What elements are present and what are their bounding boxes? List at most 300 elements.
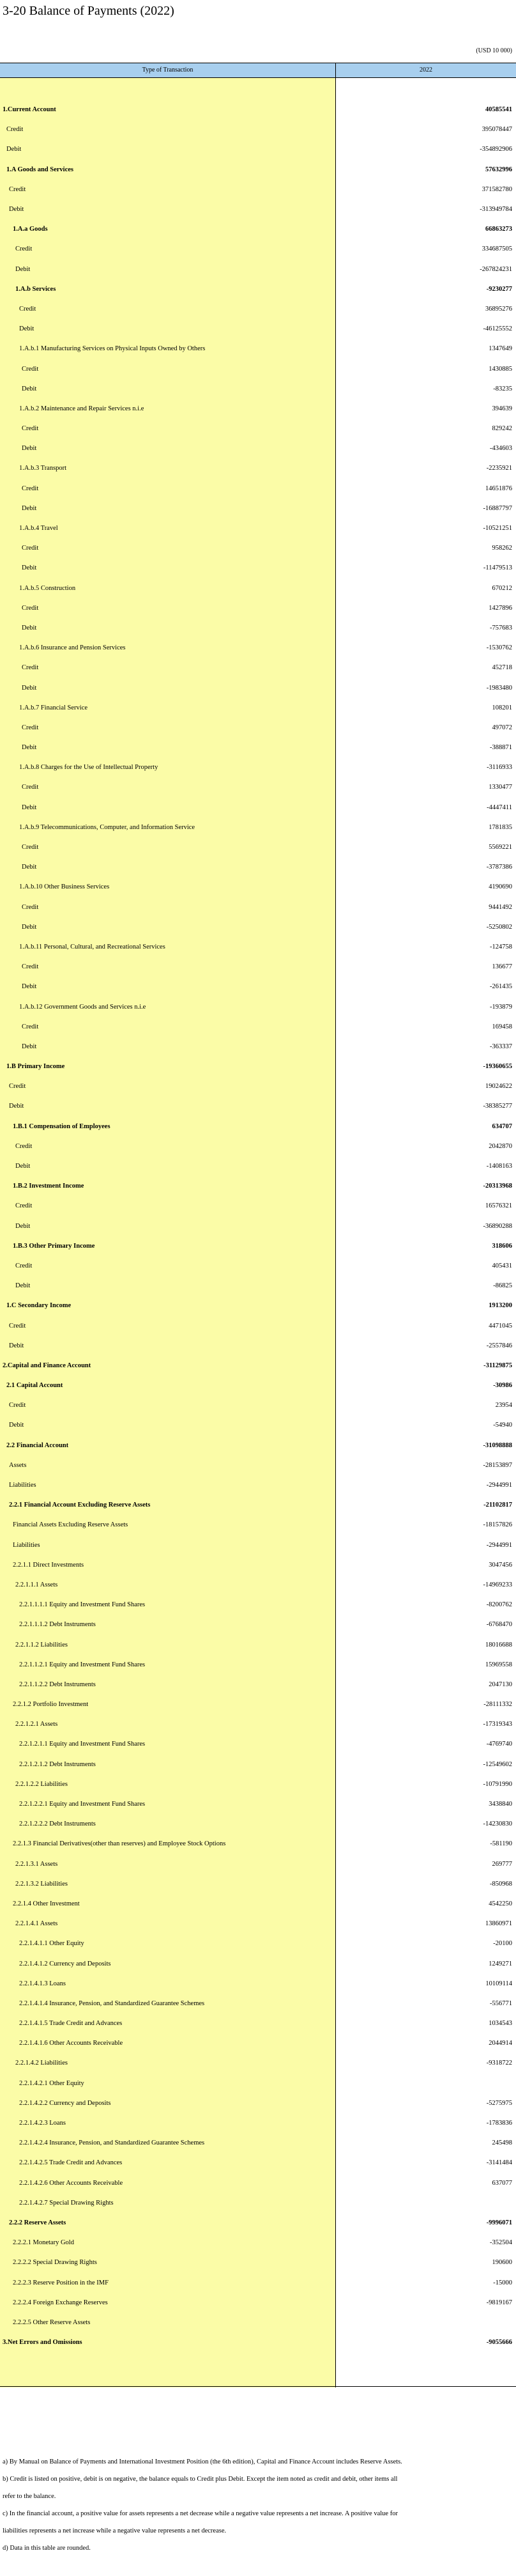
row-value: 136677 <box>492 963 512 971</box>
row-label: 2.2.1.4.2.1 Other Equity <box>19 2079 84 2087</box>
row-value: 2042870 <box>489 1142 512 1150</box>
table-row <box>0 1695 516 1714</box>
row-label: Debit <box>15 1163 31 1170</box>
row-label: Debit <box>22 445 37 453</box>
row-value: -352504 <box>490 2239 512 2247</box>
table-row <box>0 419 516 438</box>
table-row <box>0 1156 516 1176</box>
row-label: Credit <box>9 1083 26 1090</box>
row-label: 2.2.1.3 Financial Derivatives(other than reserves) and Employee Stock Options <box>13 1840 226 1848</box>
row-value: 634707 <box>492 1122 512 1130</box>
row-label: Credit <box>22 425 39 433</box>
row-label: Debit <box>15 1282 31 1290</box>
row-value: -17319343 <box>483 1721 512 1728</box>
row-label: Credit <box>22 664 39 672</box>
table-row <box>0 1734 516 1754</box>
table-row <box>0 598 516 618</box>
row-label: Debit <box>15 1222 31 1230</box>
row-label: Credit <box>15 1202 33 1210</box>
row-label: 1.A.b Services <box>15 285 56 293</box>
table-row <box>0 1415 516 1435</box>
table-row <box>0 1953 516 1973</box>
table-row <box>0 1994 516 2013</box>
table-row <box>0 2173 516 2193</box>
row-label: Debit <box>19 325 34 333</box>
table-row <box>0 1814 516 1834</box>
table-row <box>0 199 516 219</box>
row-value: 1430885 <box>489 365 512 373</box>
row-value: -12549602 <box>483 1760 512 1768</box>
table-header <box>0 63 516 78</box>
row-label: 2.2.1.4.2.2 Currency and Deposits <box>19 2099 111 2107</box>
row-value: -15000 <box>493 2279 512 2286</box>
row-value: -36890288 <box>483 1222 512 1230</box>
row-value: -86825 <box>493 1282 512 1290</box>
row-label: Debit <box>9 1342 24 1349</box>
row-label: 2.2.1.4 Other Investment <box>13 1900 80 1907</box>
row-label: 2.2.2.1 Monetary Gold <box>13 2239 74 2247</box>
row-label: Credit <box>22 963 39 971</box>
table-row <box>0 2332 516 2352</box>
table-row <box>0 2233 516 2253</box>
row-label: 2.2.1.3.1 Assets <box>15 1860 58 1868</box>
row-value: -31129875 <box>483 1362 512 1369</box>
row-label: 2.2.1.4.2.3 Loans <box>19 2120 66 2127</box>
note-line: a) By Manual on Balance of Payments and International Investment Position (the 6th edition), Capital and Finance Account includes Reserve Assets. <box>3 2458 402 2465</box>
row-label: 2.2.1.4.1.6 Other Accounts Receivable <box>19 2040 123 2047</box>
row-label: Credit <box>19 305 36 313</box>
row-label: 2.2.1.4.1 Assets <box>15 1920 58 1928</box>
row-label: 1.Current Account <box>3 106 56 114</box>
table-row <box>0 957 516 977</box>
row-value: 36895276 <box>485 305 512 313</box>
row-label: 1.C Secondary Income <box>6 1302 72 1310</box>
row-label: 1.A Goods and Services <box>6 166 74 173</box>
row-value: -11479513 <box>483 564 512 572</box>
row-value: -9819167 <box>486 2299 512 2306</box>
row-label: Credit <box>22 604 39 612</box>
row-value: -5275975 <box>486 2099 512 2107</box>
bop-table <box>0 63 516 2387</box>
row-value: 19024622 <box>485 1083 512 1090</box>
row-label: 2.2.1.1.2.2 Debt Instruments <box>19 1680 96 1688</box>
table-row <box>0 1475 516 1495</box>
row-label: 1.A.b.9 Telecommunications, Computer, and Information Service <box>19 823 195 831</box>
table-row <box>0 219 516 239</box>
table-row <box>0 757 516 777</box>
row-label: 2.2.1.3.2 Liabilities <box>15 1880 68 1888</box>
row-label: 2.2.1 Financial Account Excluding Reserve Assets <box>9 1501 151 1509</box>
row-value: 66863273 <box>485 226 512 233</box>
table-row <box>0 319 516 339</box>
row-label: 2.2.1.4.1.1 Other Equity <box>19 1940 84 1948</box>
row-label: Credit <box>22 784 39 791</box>
row-label: Debit <box>22 564 37 572</box>
table-row <box>0 139 516 159</box>
row-label: 2.2.1.4.2.5 Trade Credit and Advances <box>19 2159 123 2167</box>
table-row <box>0 1675 516 1695</box>
table-bottom-rule <box>0 2386 516 2387</box>
row-value: -354892906 <box>480 146 512 153</box>
table-row <box>0 877 516 897</box>
note-line: d) Data in this table are rounded. <box>3 2545 91 2552</box>
row-value: -9055666 <box>486 2339 512 2347</box>
table-row <box>0 339 516 359</box>
table-row <box>0 2293 516 2313</box>
row-value: 57632996 <box>485 166 512 173</box>
table-row <box>0 180 516 199</box>
row-label: Debit <box>6 146 22 153</box>
table-row <box>0 678 516 697</box>
table-row <box>0 1096 516 1116</box>
row-label: 2.2 Financial Account <box>6 1441 69 1449</box>
table-row <box>0 1615 516 1634</box>
table-row <box>0 239 516 259</box>
row-label: 2.2.1.2.2.1 Equity and Investment Fund Shares <box>19 1801 146 1808</box>
row-label: Credit <box>22 485 39 492</box>
table-row <box>0 1076 516 1096</box>
row-label: Debit <box>22 864 37 871</box>
table-row <box>0 977 516 997</box>
row-value: 958262 <box>492 545 512 552</box>
table-rows <box>0 78 516 2352</box>
row-value: -14230830 <box>483 1820 512 1828</box>
table-row <box>0 1874 516 1894</box>
note-line: liabilities represents a net increase while a negative value represents a net decrease. <box>3 2527 227 2534</box>
row-label: Debit <box>15 265 31 273</box>
row-label: 2.2.1.1 Direct Investments <box>13 1561 84 1569</box>
row-label: Debit <box>22 923 37 931</box>
row-label: Debit <box>9 1103 24 1110</box>
row-label: 2.2.2.2 Special Drawing Rights <box>13 2259 97 2267</box>
table-row <box>0 1315 516 1335</box>
row-label: 2.2.1.2.1.1 Equity and Investment Fund Shares <box>19 1741 146 1748</box>
row-label: 2.2.1.1.1.1 Equity and Investment Fund Shares <box>19 1601 146 1609</box>
table-row <box>0 1515 516 1535</box>
row-label: 3.Net Errors and Omissions <box>3 2339 82 2347</box>
row-value: 13860971 <box>485 1920 512 1928</box>
row-label: 1.A.b.2 Maintenance and Repair Services n.i.e <box>19 405 144 412</box>
table-row <box>0 260 516 279</box>
row-label: Credit <box>6 126 24 134</box>
row-value: -21102817 <box>483 1501 512 1509</box>
table-body <box>0 78 516 2387</box>
row-label: 2.2.1.2.1 Assets <box>15 1721 58 1728</box>
table-row <box>0 1296 516 1315</box>
row-value: 829242 <box>492 425 512 433</box>
row-value: -54940 <box>493 1422 512 1429</box>
row-value: 1347649 <box>489 345 512 353</box>
row-value: -9996071 <box>486 2219 512 2226</box>
row-value: -363337 <box>490 1043 512 1050</box>
row-value: -28111332 <box>483 1701 512 1709</box>
table-row <box>0 2193 516 2213</box>
row-value: 394639 <box>492 405 512 412</box>
row-value: 395078447 <box>482 126 512 134</box>
row-value: -8200762 <box>486 1601 512 1609</box>
row-value: -193879 <box>490 1003 512 1011</box>
table-row <box>0 1655 516 1675</box>
row-label: Credit <box>15 1262 33 1269</box>
row-value: -3116933 <box>487 764 512 772</box>
table-row <box>0 1455 516 1475</box>
row-label: 2.2.1.4.1.5 Trade Credit and Advances <box>19 2020 123 2028</box>
row-label: 2.2.2.4 Foreign Exchange Reserves <box>13 2299 108 2306</box>
row-label: 2.2.2.3 Reserve Position in the IMF <box>13 2279 109 2286</box>
table-row <box>0 837 516 857</box>
row-value: -313949784 <box>480 206 512 213</box>
row-value: 190600 <box>492 2259 512 2267</box>
table-row <box>0 299 516 319</box>
table-row <box>0 518 516 538</box>
table-row <box>0 538 516 558</box>
table-row <box>0 399 516 419</box>
table-row <box>0 1595 516 1615</box>
row-label: Debit <box>22 744 37 752</box>
row-label: 1.A.b.12 Government Goods and Services n.i.e <box>19 1003 146 1011</box>
row-value: 40585541 <box>485 106 512 114</box>
row-value: -20313968 <box>483 1183 512 1190</box>
table-row <box>0 1914 516 1934</box>
table-row <box>0 458 516 478</box>
table-row <box>0 2133 516 2153</box>
row-value: 9441492 <box>489 903 512 911</box>
table-row <box>0 160 516 180</box>
row-value: -14969233 <box>483 1581 512 1588</box>
row-label: 2.Capital and Finance Account <box>3 1362 91 1369</box>
row-value: 10109114 <box>485 1980 512 1987</box>
row-value: -20100 <box>493 1940 512 1948</box>
row-label: 1.B.3 Other Primary Income <box>13 1242 95 1250</box>
row-label: Credit <box>9 185 26 193</box>
row-value: -28153897 <box>483 1461 512 1469</box>
row-value: 3047456 <box>489 1561 512 1569</box>
row-value: 169458 <box>492 1023 512 1030</box>
row-value: -1408163 <box>486 1163 512 1170</box>
table-row <box>0 1216 516 1236</box>
table-row <box>0 618 516 638</box>
table-row <box>0 2074 516 2093</box>
table-row <box>0 658 516 678</box>
row-value: 1330477 <box>489 784 512 791</box>
table-row <box>0 2113 516 2133</box>
row-value: -5250802 <box>486 923 512 931</box>
row-value: -4769740 <box>486 1741 512 1748</box>
row-value: 1034543 <box>489 2020 512 2028</box>
row-label: 2.2.1.2 Portfolio Investment <box>13 1701 89 1709</box>
row-label: Credit <box>22 545 39 552</box>
row-value: 1427896 <box>489 604 512 612</box>
table-row <box>0 1894 516 1914</box>
table-row <box>0 1714 516 1734</box>
table-row <box>0 2213 516 2233</box>
row-label: Credit <box>22 1023 39 1030</box>
table-row <box>0 1495 516 1515</box>
row-label: 2.2.1.1.1.2 Debt Instruments <box>19 1621 96 1629</box>
table-row <box>0 1336 516 1356</box>
row-label: 1.A.b.11 Personal, Cultural, and Recreational Services <box>19 943 165 950</box>
row-value: -83235 <box>493 385 512 392</box>
row-label: 2.2.1.4.2.6 Other Accounts Receivable <box>19 2179 123 2187</box>
table-row <box>0 499 516 518</box>
row-value: -2557846 <box>486 1342 512 1349</box>
row-value: 1781835 <box>489 823 512 831</box>
row-value: 4471045 <box>489 1322 512 1330</box>
row-label: Credit <box>9 1322 26 1330</box>
table-row <box>0 1834 516 1854</box>
table-row <box>0 1535 516 1555</box>
row-value: -46125552 <box>483 325 512 333</box>
table-row <box>0 2093 516 2113</box>
table-row <box>0 479 516 499</box>
row-label: Debit <box>22 385 37 392</box>
row-label: 1.A.a Goods <box>13 226 48 233</box>
table-row <box>0 1017 516 1037</box>
table-row <box>0 1575 516 1595</box>
row-value: 23954 <box>495 1402 512 1409</box>
table-row <box>0 1395 516 1415</box>
table-row <box>0 738 516 757</box>
table-row <box>0 1376 516 1395</box>
table-row <box>0 100 516 120</box>
table-row <box>0 558 516 578</box>
row-label: Assets <box>9 1461 27 1469</box>
table-row <box>0 1117 516 1137</box>
row-value: 15969558 <box>485 1661 512 1668</box>
row-value: 16576321 <box>485 1202 512 1210</box>
row-value: 14651876 <box>485 485 512 492</box>
table-row <box>0 718 516 738</box>
table-row <box>0 1974 516 1994</box>
row-label: Debit <box>9 1422 24 1429</box>
row-label: 2.2.2.5 Other Reserve Assets <box>13 2318 91 2326</box>
table-row <box>0 279 516 299</box>
row-value: 637077 <box>492 2179 512 2187</box>
row-value: 2044914 <box>489 2040 512 2047</box>
table-row <box>0 2053 516 2073</box>
table-row <box>0 857 516 877</box>
row-label: 1.A.b.5 Construction <box>19 584 76 592</box>
row-label: 1.A.b.10 Other Business Services <box>19 883 110 891</box>
unit-label: (USD 10 000) <box>476 47 512 54</box>
row-label: 2.2.1.4.1.3 Loans <box>19 1980 66 1987</box>
row-value: 497072 <box>492 724 512 731</box>
row-label: 2.2.1.2.2.2 Debt Instruments <box>19 1820 96 1828</box>
row-label: Debit <box>22 624 37 632</box>
row-label: Liabilities <box>9 1482 36 1489</box>
row-value: 2047130 <box>489 1680 512 1688</box>
note-line: refer to the balance. <box>3 2493 56 2500</box>
row-value: -757683 <box>490 624 512 632</box>
row-label: Credit <box>22 724 39 731</box>
table-row <box>0 2253 516 2272</box>
row-label: Liabilities <box>13 1541 40 1549</box>
row-label: Credit <box>9 1402 26 1409</box>
row-value: -6768470 <box>486 1621 512 1629</box>
table-row <box>0 638 516 658</box>
row-value: -4447411 <box>487 803 512 811</box>
row-label: Debit <box>22 684 37 692</box>
row-label: Debit <box>22 803 37 811</box>
row-label: 2.2.1.4.2.4 Insurance, Pension, and Standardized Guarantee Schemes <box>19 2139 205 2147</box>
row-value: -31098888 <box>483 1441 512 1449</box>
table-row <box>0 2033 516 2053</box>
row-label: 1.A.b.4 Travel <box>19 525 58 532</box>
row-value: 245498 <box>492 2139 512 2147</box>
row-label: 2.2.1.2.2 Liabilities <box>15 1780 68 1788</box>
row-label: Credit <box>15 245 33 253</box>
table-row <box>0 1854 516 1874</box>
row-value: 1913200 <box>489 1302 512 1310</box>
row-value: -2944991 <box>486 1541 512 1549</box>
header-type: Type of Transaction <box>0 63 336 77</box>
row-label: 2.2.1.4.2.7 Special Drawing Rights <box>19 2199 114 2207</box>
row-value: 5569221 <box>489 844 512 851</box>
table-row <box>0 1774 516 1794</box>
row-value: 108201 <box>492 704 512 711</box>
table-row <box>0 997 516 1016</box>
row-value: 4542250 <box>489 1900 512 1907</box>
row-value: -267824231 <box>480 265 512 273</box>
row-label: 1.B.2 Investment Income <box>13 1183 84 1190</box>
table-row <box>0 798 516 818</box>
row-label: 2.2.1.4.1.4 Insurance, Pension, and Standardized Guarantee Schemes <box>19 1999 205 2007</box>
row-label: Credit <box>15 1142 33 1150</box>
row-label: 2.2.1.4.2 Liabilities <box>15 2060 68 2067</box>
table-row <box>0 1196 516 1216</box>
row-label: 1.A.b.6 Insurance and Pension Services <box>19 644 126 652</box>
row-value: -10791990 <box>483 1780 512 1788</box>
row-value: 3438840 <box>489 1801 512 1808</box>
row-value: -850968 <box>490 1880 512 1888</box>
row-value: 334687505 <box>482 245 512 253</box>
row-label: 2.2.1.1.1 Assets <box>15 1581 58 1588</box>
table-row <box>0 1276 516 1296</box>
table-row <box>0 1436 516 1455</box>
row-value: 405431 <box>492 1262 512 1269</box>
row-label: 2.2.1.1.2.1 Equity and Investment Fund Shares <box>19 1661 146 1668</box>
header-year: 2022 <box>420 66 432 74</box>
row-value: -1983480 <box>486 684 512 692</box>
table-row <box>0 2313 516 2332</box>
row-value: -30986 <box>493 1382 512 1390</box>
row-label: Credit <box>22 903 39 911</box>
table-row <box>0 1794 516 1814</box>
row-label: 1.A.b.8 Charges for the Use of Intellectual Property <box>19 764 158 772</box>
row-value: 452718 <box>492 664 512 672</box>
row-label: 1.A.b.1 Manufacturing Services on Physical Inputs Owned by Others <box>19 345 206 353</box>
table-row <box>0 698 516 718</box>
row-value: -124758 <box>490 943 512 950</box>
row-value: -3787386 <box>486 864 512 871</box>
table-row <box>0 379 516 399</box>
table-row <box>0 1356 516 1376</box>
row-label: Debit <box>9 206 24 213</box>
row-value: -2944991 <box>486 1482 512 1489</box>
table-row <box>0 1555 516 1575</box>
table-row <box>0 917 516 937</box>
row-value: -3141484 <box>486 2159 512 2167</box>
row-value: 4190690 <box>489 883 512 891</box>
row-label: 1.A.b.7 Financial Service <box>19 704 88 711</box>
table-row <box>0 1755 516 1774</box>
table-row <box>0 1137 516 1156</box>
row-label: Debit <box>22 504 37 512</box>
table-row <box>0 2153 516 2173</box>
note-line: b) Credit is listed on positive, debit is on negative, the balance equals to Credit plus Debit. Except the item noted as credit and debit, other items all <box>3 2476 398 2483</box>
row-label: 2.2.2 Reserve Assets <box>9 2219 66 2226</box>
row-value: -434603 <box>490 445 512 453</box>
